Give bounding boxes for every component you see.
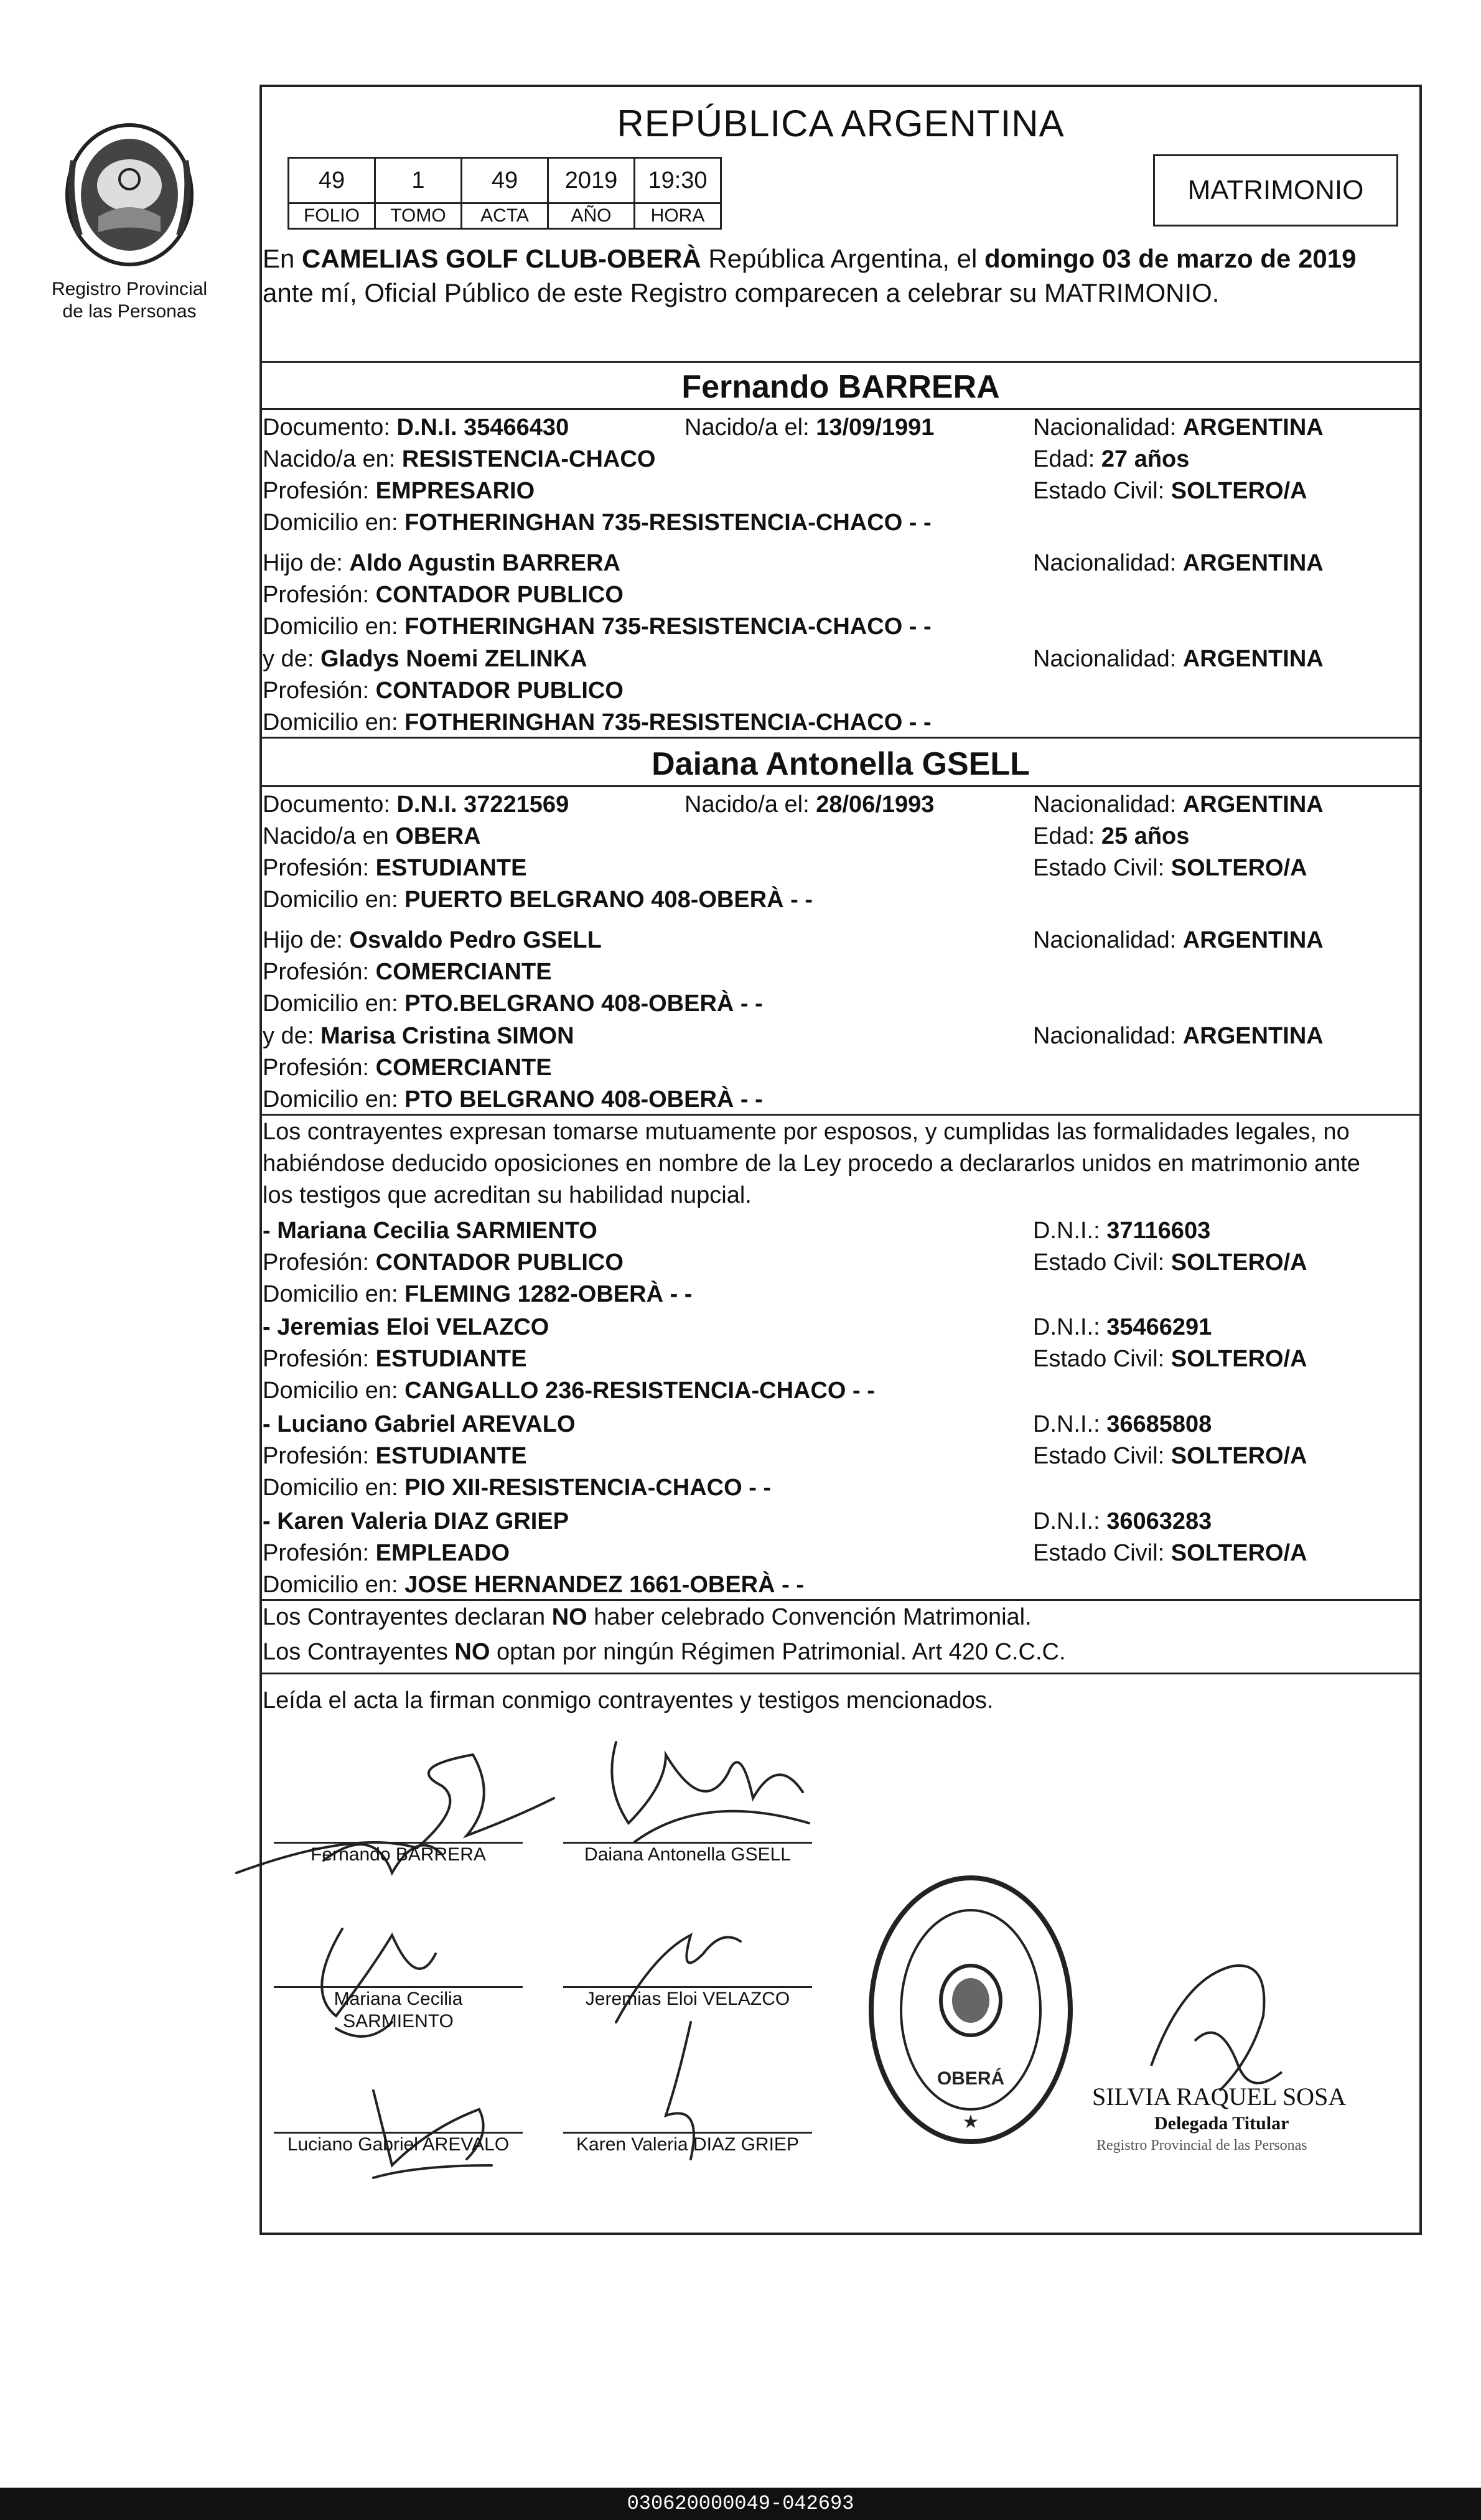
groom-father-name: Hijo de: Aldo Agustin BARRERA xyxy=(263,550,620,576)
official-stamp xyxy=(865,1870,1077,2150)
witness-3-estado-civil: Estado Civil: SOLTERO/A xyxy=(1033,1443,1307,1469)
groom-father-profesion: Profesión: CONTADOR PUBLICO xyxy=(263,582,624,608)
folio-label: FOLIO xyxy=(289,203,375,229)
bride-nacionalidad: Nacionalidad: ARGENTINA xyxy=(1033,791,1324,818)
witness-2-estado-civil: Estado Civil: SOLTERO/A xyxy=(1033,1346,1307,1372)
signature-name-bride: Daiana Antonella GSELL xyxy=(584,1844,791,1865)
witness-3-domicilio: Domicilio en: PIO XII-RESISTENCIA-CHACO - - xyxy=(263,1475,772,1501)
page-title: REPÚBLICA ARGENTINA xyxy=(617,103,1065,144)
witness-4-name: - Karen Valeria DIAZ GRIEP xyxy=(263,1508,569,1534)
bride-father-profesion: Profesión: COMERCIANTE xyxy=(263,959,552,985)
witness-1-estado-civil: Estado Civil: SOLTERO/A xyxy=(1033,1249,1307,1276)
witness-2-dni: D.N.I.: 35466291 xyxy=(1033,1314,1212,1340)
groom-name: Fernando BARRERA xyxy=(681,369,1000,405)
intro-line-2: ante mí, Oficial Público de este Registro comparecen a celebrar su MATRIMONIO. xyxy=(263,278,1220,307)
witness-4-domicilio: Domicilio en: JOSE HERNANDEZ 1661-OBERÀ - - xyxy=(263,1572,804,1598)
witness-2-profesion: Profesión: ESTUDIANTE xyxy=(263,1346,527,1372)
registry-table xyxy=(287,157,722,230)
ceremony-date: domingo 03 de marzo de 2019 xyxy=(984,244,1357,273)
divider xyxy=(259,737,1422,739)
signature-line xyxy=(274,2132,523,2134)
bride-father-domicilio: Domicilio en: PTO.BELGRANO 408-OBERÀ - - xyxy=(263,991,763,1017)
witness-2-domicilio: Domicilio en: CANGALLO 236-RESISTENCIA-CHACO - - xyxy=(263,1378,875,1404)
signature-scribbles xyxy=(230,1730,884,2240)
folio-value: 49 xyxy=(289,158,375,203)
anio-label: AÑO xyxy=(548,203,635,229)
divider xyxy=(259,785,1422,787)
anio-value: 2019 xyxy=(548,158,635,203)
groom-mother-nacionalidad: Nacionalidad: ARGENTINA xyxy=(1033,646,1324,672)
signature-name-groom: Fernando BARRERA xyxy=(311,1844,486,1865)
bride-domicilio: Domicilio en: PUERTO BELGRANO 408-OBERÀ - - xyxy=(263,887,813,913)
groom-nacido-en: Nacido/a en: RESISTENCIA-CHACO xyxy=(263,446,656,472)
bride-mother-profesion: Profesión: COMERCIANTE xyxy=(263,1055,552,1081)
witness-3-dni: D.N.I.: 36685808 xyxy=(1033,1411,1212,1437)
witness-4-profesion: Profesión: EMPLEADO xyxy=(263,1540,510,1566)
groom-nacionalidad: Nacionalidad: ARGENTINA xyxy=(1033,414,1324,441)
groom-mother-profesion: Profesión: CONTADOR PUBLICO xyxy=(263,678,624,704)
official-role: Delegada Titular xyxy=(1154,2113,1289,2134)
convention-line-1: Los Contrayentes declaran NO haber celebrado Convención Matrimonial. xyxy=(263,1604,1032,1630)
hora-value: 19:30 xyxy=(635,158,721,203)
signature-name-witness-4: Karen Valeria DIAZ GRIEP xyxy=(576,2134,799,2155)
groom-father-domicilio: Domicilio en: FOTHERINGHAN 735-RESISTENCIA-CHACO - - xyxy=(263,614,932,640)
doc-type-box: MATRIMONIO xyxy=(1153,154,1398,226)
divider xyxy=(259,408,1422,410)
witness-3-name: - Luciano Gabriel AREVALO xyxy=(263,1411,576,1437)
signature-line xyxy=(563,2132,812,2134)
footer-code: 030620000049-042693 xyxy=(0,2488,1481,2520)
bride-documento: Documento: D.N.I. 37221569 xyxy=(263,791,569,818)
ceremony-place: CAMELIAS GOLF CLUB-OBERÀ xyxy=(302,244,701,273)
witness-4-dni: D.N.I.: 36063283 xyxy=(1033,1508,1212,1534)
groom-nacido-el: Nacido/a el: 13/09/1991 xyxy=(684,414,935,441)
svg-text:★: ★ xyxy=(962,2112,979,2132)
bride-edad: Edad: 25 años xyxy=(1033,823,1190,849)
bride-father-nacionalidad: Nacionalidad: ARGENTINA xyxy=(1033,927,1324,953)
convention-line-2: Los Contrayentes NO optan por ningún Régimen Patrimonial. Art 420 C.C.C. xyxy=(263,1639,1066,1665)
bride-nacido-el: Nacido/a el: 28/06/1993 xyxy=(684,791,935,818)
signature-line xyxy=(563,1842,812,1844)
bride-mother-domicilio: Domicilio en: PTO BELGRANO 408-OBERÀ - - xyxy=(263,1086,763,1113)
witness-1-dni: D.N.I.: 37116603 xyxy=(1033,1218,1211,1244)
bride-nacido-en: Nacido/a en OBERA xyxy=(263,823,481,849)
witness-2-name: - Jeremias Eloi VELAZCO xyxy=(263,1314,549,1340)
bride-name: Daiana Antonella GSELL xyxy=(652,746,1030,782)
official-org: Registro Provincial de las Personas xyxy=(1096,2137,1307,2154)
signature-line xyxy=(274,1842,523,1844)
groom-father-nacionalidad: Nacionalidad: ARGENTINA xyxy=(1033,550,1324,576)
divider xyxy=(259,1114,1422,1116)
stamp-center-text: OBERÁ xyxy=(937,2068,1005,2089)
bride-mother-name: y de: Marisa Cristina SIMON xyxy=(263,1023,574,1049)
intro-line-1: En CAMELIAS GOLF CLUB-OBERÀ República Argentina, el domingo 03 de marzo de 2019 xyxy=(263,244,1357,273)
groom-estado-civil: Estado Civil: SOLTERO/A xyxy=(1033,478,1307,504)
signature-name-witness-2: Jeremias Eloi VELAZCO xyxy=(585,1989,790,2009)
acta-value: 49 xyxy=(462,158,548,203)
declaration-line-3: los testigos que acreditan su habilidad nupcial. xyxy=(263,1182,752,1208)
declaration-line-1: Los contrayentes expresan tomarse mutuamente por esposos, y cumplidas las formalidades legales, no xyxy=(263,1119,1350,1145)
divider xyxy=(259,1673,1422,1674)
signature-line xyxy=(274,1986,523,1988)
signature-line xyxy=(563,1986,812,1988)
read-statement: Leída el acta la firman conmigo contrayentes y testigos mencionados. xyxy=(263,1687,994,1714)
groom-mother-domicilio: Domicilio en: FOTHERINGHAN 735-RESISTENCIA-CHACO - - xyxy=(263,709,932,735)
witness-3-profesion: Profesión: ESTUDIANTE xyxy=(263,1443,527,1469)
declaration-line-2: habiéndose deducido oposiciones en nombre de la Ley procedo a declararlos unidos en matrimonio ante xyxy=(263,1150,1360,1177)
official-name: SILVIA RAQUEL SOSA xyxy=(1092,2083,1347,2111)
acta-label: ACTA xyxy=(462,203,548,229)
witness-4-estado-civil: Estado Civil: SOLTERO/A xyxy=(1033,1540,1307,1566)
province-seal xyxy=(55,117,204,273)
seal-caption-1: Registro Provincial xyxy=(51,279,208,299)
groom-documento: Documento: D.N.I. 35466430 xyxy=(263,414,569,441)
divider xyxy=(259,1599,1422,1601)
witness-1-profesion: Profesión: CONTADOR PUBLICO xyxy=(263,1249,624,1276)
witness-1-name: - Mariana Cecilia SARMIENTO xyxy=(263,1218,597,1244)
signature-name-witness-3: Luciano Gabriel AREVALO xyxy=(287,2134,510,2155)
tomo-label: TOMO xyxy=(375,203,462,229)
tomo-value: 1 xyxy=(375,158,462,203)
signature-name-witness-1b: SARMIENTO xyxy=(343,2011,454,2032)
witness-1-domicilio: Domicilio en: FLEMING 1282-OBERÀ - - xyxy=(263,1281,693,1307)
seal-caption-2: de las Personas xyxy=(62,301,197,322)
bride-profesion: Profesión: ESTUDIANTE xyxy=(263,855,527,881)
signature-name-witness-1a: Mariana Cecilia xyxy=(334,1989,463,2009)
groom-mother-name: y de: Gladys Noemi ZELINKA xyxy=(263,646,587,672)
bride-estado-civil: Estado Civil: SOLTERO/A xyxy=(1033,855,1307,881)
groom-domicilio: Domicilio en: FOTHERINGHAN 735-RESISTENCIA-CHACO - - xyxy=(263,510,932,536)
bride-mother-nacionalidad: Nacionalidad: ARGENTINA xyxy=(1033,1023,1324,1049)
hora-label: HORA xyxy=(635,203,721,229)
bride-father-name: Hijo de: Osvaldo Pedro GSELL xyxy=(263,927,602,953)
groom-profesion: Profesión: EMPRESARIO xyxy=(263,478,535,504)
divider xyxy=(259,361,1422,363)
groom-edad: Edad: 27 años xyxy=(1033,446,1190,472)
